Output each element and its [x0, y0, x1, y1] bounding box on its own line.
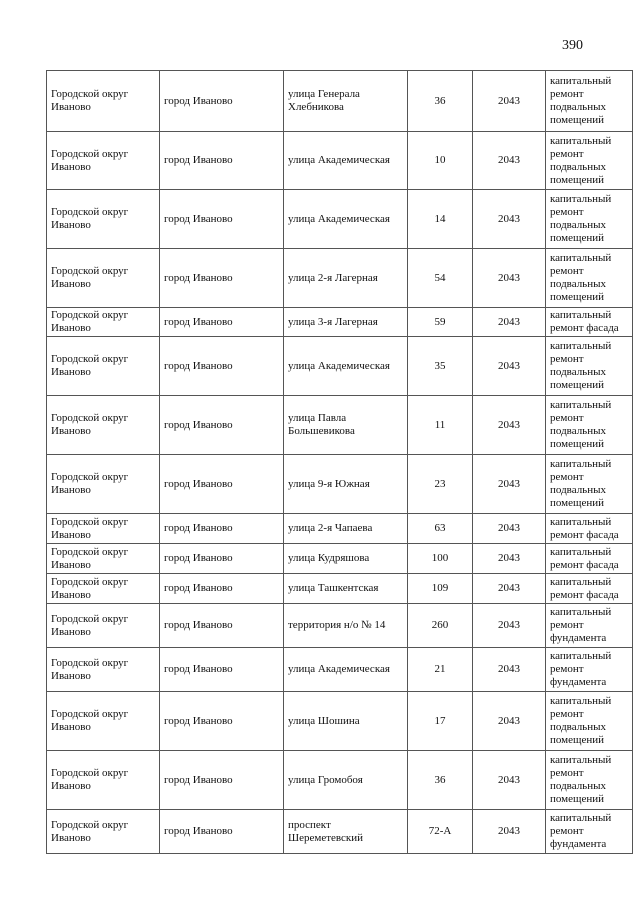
work-type-cell: капитальный ремонт фундамента — [546, 810, 633, 854]
table-row — [47, 71, 633, 132]
city-cell: город Иваново — [160, 396, 284, 455]
district-cell: Городской округ Иваново — [47, 455, 160, 514]
district-cell: Городской округ Иваново — [47, 190, 160, 249]
street-cell: улица 9-я Южная — [284, 455, 408, 514]
city-cell: город Иваново — [160, 249, 284, 308]
district-cell: Городской округ Иваново — [47, 574, 160, 604]
district-cell: Городской округ Иваново — [47, 132, 160, 190]
street-cell: улица Академическая — [284, 132, 408, 190]
work-type-cell: капитальный ремонт подвальных помещений — [546, 249, 633, 308]
table-row — [47, 810, 633, 854]
work-type-cell: капитальный ремонт подвальных помещений — [546, 396, 633, 455]
district-cell: Городской округ Иваново — [47, 71, 160, 132]
city-cell: город Иваново — [160, 71, 284, 132]
work-type-cell: капитальный ремонт фундамента — [546, 604, 633, 648]
year-cell: 2043 — [473, 132, 546, 190]
city-cell: город Иваново — [160, 574, 284, 604]
work-type-cell: капитальный ремонт фасада — [546, 308, 633, 337]
year-cell: 2043 — [473, 337, 546, 396]
street-cell: территория н/о № 14 — [284, 604, 408, 648]
year-cell: 2043 — [473, 692, 546, 751]
table-row — [47, 249, 633, 308]
table-row — [47, 455, 633, 514]
district-cell: Городской округ Иваново — [47, 604, 160, 648]
work-type-cell: капитальный ремонт подвальных помещений — [546, 71, 633, 132]
house-number-cell: 63 — [408, 514, 473, 544]
house-number-cell: 14 — [408, 190, 473, 249]
table-row — [47, 692, 633, 751]
year-cell: 2043 — [473, 190, 546, 249]
house-number-cell: 35 — [408, 337, 473, 396]
work-type-cell: капитальный ремонт фасада — [546, 514, 633, 544]
work-type-cell: капитальный ремонт подвальных помещений — [546, 132, 633, 190]
street-cell: улица Академическая — [284, 648, 408, 692]
year-cell: 2043 — [473, 455, 546, 514]
house-number-cell: 17 — [408, 692, 473, 751]
street-cell: проспект Шереметевский — [284, 810, 408, 854]
city-cell: город Иваново — [160, 751, 284, 810]
district-cell: Городской округ Иваново — [47, 396, 160, 455]
table-row — [47, 132, 633, 190]
district-cell: Городской округ Иваново — [47, 692, 160, 751]
district-cell: Городской округ Иваново — [47, 544, 160, 574]
house-number-cell: 21 — [408, 648, 473, 692]
work-type-cell: капитальный ремонт подвальных помещений — [546, 190, 633, 249]
city-cell: город Иваново — [160, 604, 284, 648]
street-cell: улица Павла Большевикова — [284, 396, 408, 455]
city-cell: город Иваново — [160, 190, 284, 249]
house-number-cell: 59 — [408, 308, 473, 337]
house-number-cell: 54 — [408, 249, 473, 308]
year-cell: 2043 — [473, 751, 546, 810]
work-type-cell: капитальный ремонт фасада — [546, 574, 633, 604]
work-type-cell: капитальный ремонт подвальных помещений — [546, 337, 633, 396]
city-cell: город Иваново — [160, 544, 284, 574]
city-cell: город Иваново — [160, 514, 284, 544]
year-cell: 2043 — [473, 396, 546, 455]
table-row — [47, 544, 633, 574]
house-number-cell: 36 — [408, 751, 473, 810]
street-cell: улица Кудряшова — [284, 544, 408, 574]
year-cell: 2043 — [473, 544, 546, 574]
street-cell: улица Академическая — [284, 190, 408, 249]
street-cell: улица Ташкентская — [284, 574, 408, 604]
house-number-cell: 260 — [408, 604, 473, 648]
registry-table — [46, 70, 633, 854]
city-cell: город Иваново — [160, 648, 284, 692]
district-cell: Городской округ Иваново — [47, 648, 160, 692]
city-cell: город Иваново — [160, 692, 284, 751]
house-number-cell: 72-А — [408, 810, 473, 854]
house-number-cell: 23 — [408, 455, 473, 514]
table-row — [47, 604, 633, 648]
city-cell: город Иваново — [160, 308, 284, 337]
year-cell: 2043 — [473, 71, 546, 132]
district-cell: Городской округ Иваново — [47, 810, 160, 854]
table-row — [47, 514, 633, 544]
district-cell: Городской округ Иваново — [47, 751, 160, 810]
city-cell: город Иваново — [160, 810, 284, 854]
year-cell: 2043 — [473, 514, 546, 544]
street-cell: улица 3-я Лагерная — [284, 308, 408, 337]
work-type-cell: капитальный ремонт фасада — [546, 544, 633, 574]
table-row — [47, 574, 633, 604]
work-type-cell: капитальный ремонт подвальных помещений — [546, 692, 633, 751]
table-row — [47, 308, 633, 337]
work-type-cell: капитальный ремонт подвальных помещений — [546, 751, 633, 810]
house-number-cell: 10 — [408, 132, 473, 190]
year-cell: 2043 — [473, 574, 546, 604]
year-cell: 2043 — [473, 604, 546, 648]
district-cell: Городской округ Иваново — [47, 308, 160, 337]
house-number-cell: 109 — [408, 574, 473, 604]
year-cell: 2043 — [473, 648, 546, 692]
table-row — [47, 190, 633, 249]
street-cell: улица Громобоя — [284, 751, 408, 810]
street-cell: улица Генерала Хлебникова — [284, 71, 408, 132]
year-cell: 2043 — [473, 308, 546, 337]
work-type-cell: капитальный ремонт подвальных помещений — [546, 455, 633, 514]
street-cell: улица Академическая — [284, 337, 408, 396]
city-cell: город Иваново — [160, 337, 284, 396]
year-cell: 2043 — [473, 810, 546, 854]
table-row — [47, 337, 633, 396]
city-cell: город Иваново — [160, 132, 284, 190]
street-cell: улица 2-я Чапаева — [284, 514, 408, 544]
district-cell: Городской округ Иваново — [47, 337, 160, 396]
year-cell: 2043 — [473, 249, 546, 308]
street-cell: улица Шошина — [284, 692, 408, 751]
city-cell: город Иваново — [160, 455, 284, 514]
table-row — [47, 396, 633, 455]
page-number: 390 — [562, 38, 583, 53]
table-row — [47, 648, 633, 692]
table-row — [47, 751, 633, 810]
district-cell: Городской округ Иваново — [47, 249, 160, 308]
street-cell: улица 2-я Лагерная — [284, 249, 408, 308]
house-number-cell: 11 — [408, 396, 473, 455]
house-number-cell: 36 — [408, 71, 473, 132]
work-type-cell: капитальный ремонт фундамента — [546, 648, 633, 692]
house-number-cell: 100 — [408, 544, 473, 574]
district-cell: Городской округ Иваново — [47, 514, 160, 544]
